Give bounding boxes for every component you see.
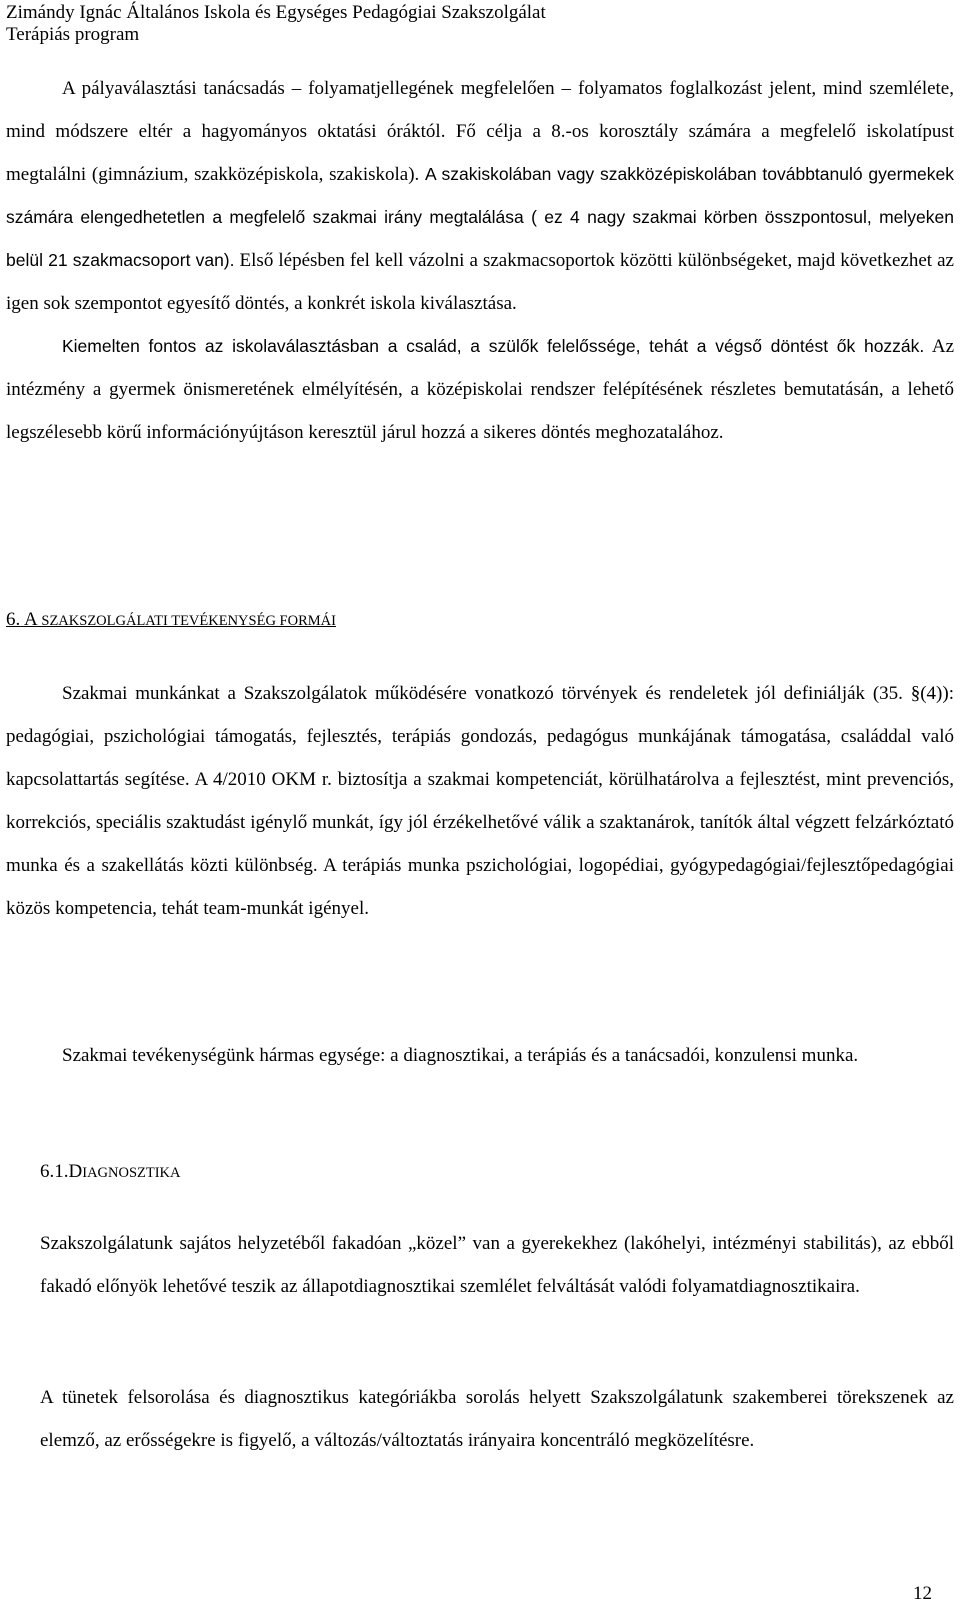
header-program: Terápiás program	[6, 24, 140, 45]
para5-text: Szakszolgálatunk sajátos helyzetéből fakadóan „közel” van a gyerekekhez (lakóhelyi, intézményi stabilitás), az ebből fakadó előnyök lehetővé teszik az állapotdiagnosztikai szemlélet felváltását valódi folyamatdiagnosztikaira.	[40, 1233, 954, 1297]
document-header	[6, 2, 954, 46]
para6-text: A tünetek felsorolása és diagnosztikus kategóriákba sorolás helyett Szakszolgálatunk szakemberei törekszenek az elemző, az erősségekre is figyelő, a változás/változtatás irányaira koncentráló megközelítésre.	[40, 1387, 954, 1451]
page-number: 12	[913, 1583, 932, 1604]
page	[6, 2, 954, 46]
para1-text-sans: A szakiskolában vagy szakközépiskolában továbbtanuló gyermekek számára elengedhetetlen a megfelelő szakmai irány megtalálása ( ez 4 nagy szakmai körben összpontosul, melyeken belül 21 szakmacsoport van).	[6, 164, 954, 270]
para4-text: Szakmai tevékenységünk hármas egysége: a diagnosztikai, a terápiás és a tanácsadói, konzulensi munka.	[62, 1045, 859, 1066]
section-heading-6	[6, 609, 336, 631]
section-heading-6-1	[40, 1161, 181, 1183]
section-6-title-initial: A	[23, 609, 37, 630]
paragraph-triple-unit	[6, 1034, 954, 1077]
para2-text-serif: Az intézmény a gyermek önismeretének elmélyítésén, a középiskolai rendszer felépítésének részletes bemutatásán, a lehető legszélesebb körű információnyújtáson keresztül járul hozzá a sikeres döntés meghozatalához.	[6, 336, 954, 443]
para1-text-serif: A pályaválasztási tanácsadás – folyamatjellegének megfelelően – folyamatos foglalkozást jelent, mind szemlélete, mind módszere eltér a hagyományos oktatási óráktól. Fő célja a 8.-os korosztály számára a megfelelő iskolatípust megtalálni (gimnázium, szakközépiskola, szakiskola).	[6, 78, 954, 185]
section-6-1-title-initial: D	[68, 1161, 83, 1182]
section-6-title: SZAKSZOLGÁLATI TEVÉKENYSÉG FORMÁI	[41, 613, 336, 629]
paragraph-legal-framework	[6, 672, 954, 930]
section-6-1-number: 6.1.	[40, 1161, 69, 1182]
para1-text-serif-2: Első lépésben fel kell vázolni a szakmacsoportok közötti különbségeket, majd következhet az igen sok szempontot egyesítő döntés, a konkrét iskola kiválasztása.	[6, 250, 954, 314]
para3-text: Szakmai munkánkat a Szakszolgálatok működésére vonatkozó törvények és rendeletek jól definiálják (35. §(4)): pedagógiai, pszichológiai támogatás, fejlesztés, terápiás gondozás, pedagógus munkájának támogatása, családdal való kapcsolattartás segítése. A 4/2010 OKM r. biztosítja a szakmai kompetenciát, körülhatárolva a fejlesztést, mint prevenciós, korrekciós, speciális szaktudást igénylő munkát, így jól érzékelhetővé válik a szaktanárok, tanítók által végzett felzárkóztató munka és a szakellátás közti különbség. A terápiás munka pszichológiai, logopédiai, gyógypedagógiai/fejlesztőpedagógiai közös kompetencia, tehát team-munkát igényel.	[6, 683, 954, 919]
header-institution: Zimándy Ignác Általános Iskola és Egységes Pedagógiai Szakszolgálat	[6, 2, 546, 23]
section-6-number: 6.	[6, 609, 21, 630]
section-6-1-title: IAGNOSZTIKA	[82, 1165, 181, 1181]
paragraph-diagnostics-2	[40, 1376, 954, 1462]
paragraph-career-guidance	[6, 67, 954, 454]
para2-text-sans: Kiemelten fontos az iskolaválasztásban a család, a szülők felelőssége, tehát a végső döntést ők hozzák.	[62, 336, 925, 356]
paragraph-diagnostics-1	[40, 1222, 954, 1308]
